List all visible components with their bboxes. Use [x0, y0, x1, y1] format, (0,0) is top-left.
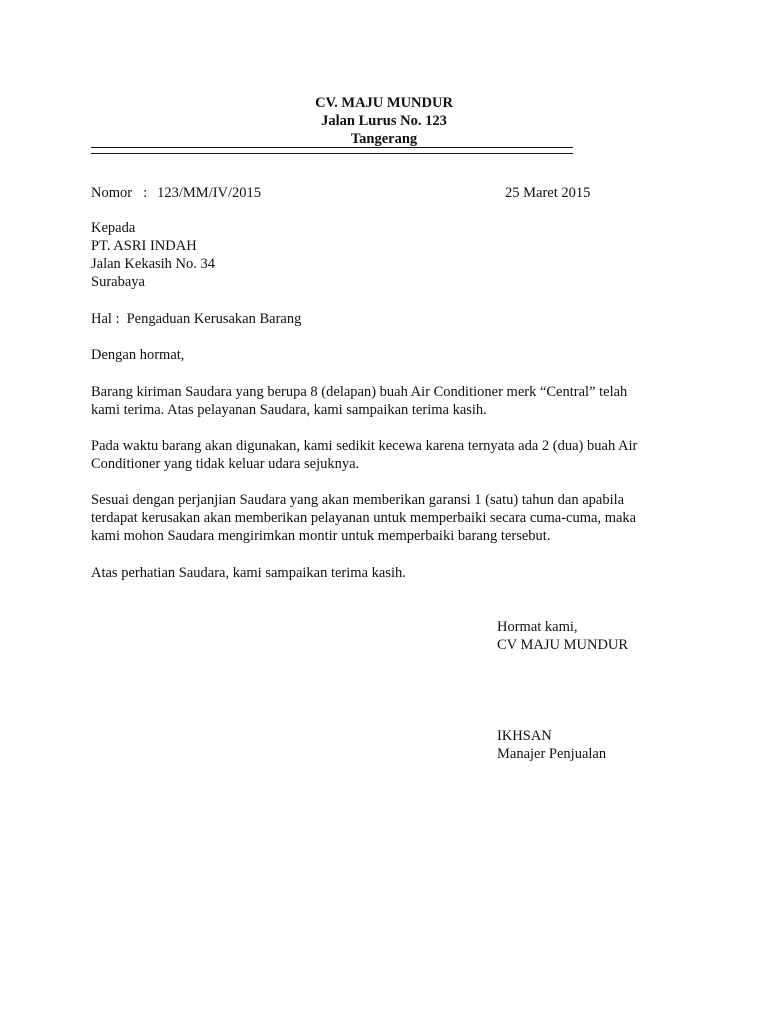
subject-value: Pengaduan Kerusakan Barang — [126, 311, 302, 327]
nomor-separator: : — [143, 185, 148, 201]
paragraph-3 — [91, 491, 681, 545]
signatory-name: IKHSAN — [497, 728, 552, 744]
paragraph-line: kami mohon Saudara mengirimkan montir untuk memperbaiki barang tersebut. — [91, 528, 551, 544]
company-city: Tangerang — [350, 131, 418, 147]
signature-footer — [497, 727, 606, 763]
recipient-city: Surabaya — [91, 274, 145, 290]
recipient-name: PT. ASRI INDAH — [91, 238, 197, 254]
paragraph-1 — [91, 383, 681, 419]
signature-regards: Hormat kami, — [497, 619, 578, 635]
greeting: Dengan hormat, — [91, 347, 185, 363]
paragraph-line: Sesuai dengan perjanjian Saudara yang akan memberikan garansi 1 (satu) tahun dan apabila — [91, 492, 625, 508]
closing-line: Atas perhatian Saudara, kami sampaikan terima kasih. — [91, 565, 406, 581]
signatory-title: Manajer Penjualan — [497, 746, 607, 762]
company-name: CV. MAJU MUNDUR — [315, 95, 453, 111]
paragraph-line: Conditioner yang tidak keluar udara sejuknya. — [91, 456, 360, 472]
subject-line — [91, 310, 301, 328]
recipient-block — [91, 219, 215, 291]
recipient-to-label: Kepada — [91, 220, 136, 236]
company-address: Jalan Lurus No. 123 — [321, 113, 447, 129]
nomor-value: 123/MM/IV/2015 — [157, 185, 262, 201]
header-divider — [91, 147, 573, 154]
letter-date: 25 Maret 2015 — [505, 185, 591, 201]
letter-number — [91, 184, 261, 202]
paragraph-line: Pada waktu barang akan digunakan, kami sedikit kecewa karena ternyata ada 2 (dua) buah Air — [91, 438, 638, 454]
paragraph-2 — [91, 437, 681, 473]
signature-company: CV MAJU MUNDUR — [497, 637, 629, 653]
signature-header — [497, 618, 628, 654]
letterhead — [90, 94, 678, 148]
paragraph-line: Barang kiriman Saudara yang berupa 8 (delapan) buah Air Conditioner merk “Central” telah — [91, 384, 628, 400]
recipient-street: Jalan Kekasih No. 34 — [91, 256, 216, 272]
paragraph-line: terdapat kerusakan akan memberikan pelayanan untuk memperbaiki secara cuma-cuma, maka — [91, 510, 637, 526]
nomor-label: Nomor — [91, 185, 133, 201]
subject-label: Hal : — [91, 311, 120, 327]
paragraph-line: kami terima. Atas pelayanan Saudara, kami sampaikan terima kasih. — [91, 402, 487, 418]
